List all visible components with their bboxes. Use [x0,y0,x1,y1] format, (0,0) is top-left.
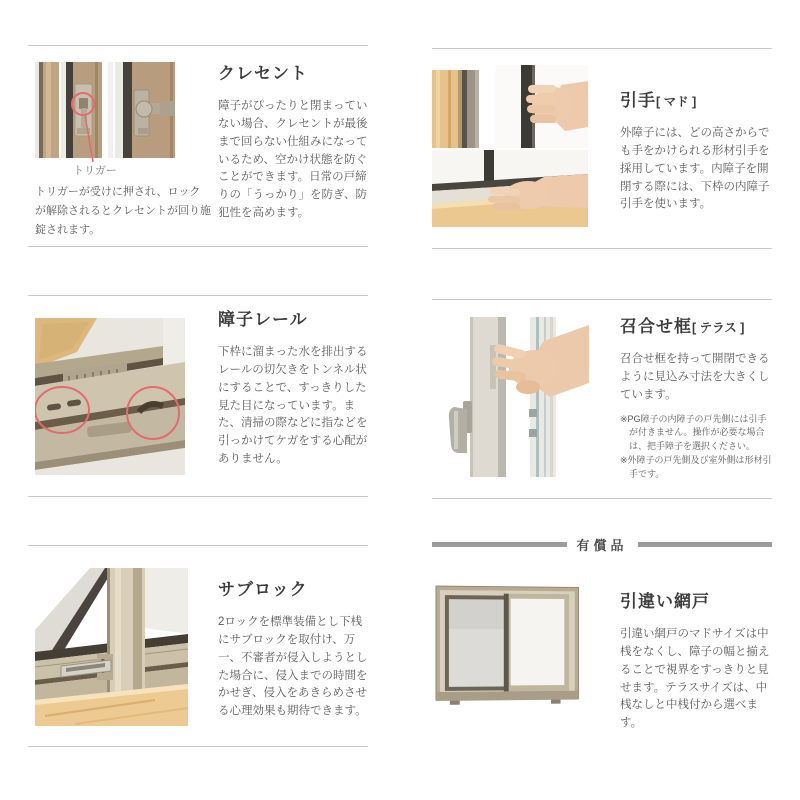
meeting-stile-title: 召合せ框[ テラス ] [620,317,745,336]
hikite-sill-photo [432,150,588,227]
hikite-title: 引手[ マド ] [620,91,697,110]
sublock-body: 2ロックを標準装備とし下桟にサブロックを取付け、万一、不審者が侵入しようとした場合に、侵入までの時間をかせぎ、侵入をあきらめさせる心理効果も期待できます。 [218,616,368,718]
screen-title: 引違い網戸 [620,592,710,611]
section-hikite [432,48,772,249]
sublock-figure [28,546,218,726]
crescent-photo-pair [35,62,175,158]
badge-label: 有償品 [576,537,628,553]
section-meeting-stile [432,299,772,499]
crescent-title: クレセント [218,64,308,83]
meeting-stile-figure [432,300,620,482]
screen-photo [432,580,582,708]
crescent-body: 障子がぴったりと閉まっていない場合、クレセントが最後まで回らない仕組みになっているため、空かけ状態を防ぐことができます。日常の戸締りの「うっかり」を防ぎ、防犯性を高めます。 [218,100,368,219]
badge-bar-left [432,542,567,547]
screen-body: 引違い網戸のマドサイズは中桟をなくし、障子の幅と揃えることで視界をすっきりと見せます。テラスサイズは、中桟なしと中桟付から選べます。 [620,628,770,730]
trigger-description: トリガーが受けに押され、ロックが解除されるとクレセントが回り施錠されます。 [35,186,211,236]
rail-photo [35,318,185,475]
rail-title: 障子レール [218,310,308,329]
section-crescent [28,45,368,247]
rail-body: 下枠に溜まった水を排出するレールの切欠きをトンネル状にすることで、すっきりした見た目になっています。また、清掃の際などに指などを引っかけてケガをする心配がありません。 [218,346,368,465]
trigger-caption: トリガー [73,165,117,177]
hikite-figure [432,49,620,228]
meeting-stile-photo [432,317,589,477]
section-screen [432,537,772,751]
crescent-open-photo [108,62,175,158]
hikite-body: 外障子には、どの高さからでも手をかけられる形材引手を採用しています。内障子を開閉する際には、下枠の内障子引手を使います。 [620,127,770,211]
hikite-frame-photo [432,70,479,148]
meeting-stile-notes [620,413,772,482]
section-rail [28,295,368,497]
meeting-stile-body: 召合せ框を持って開閉できるように見込み寸法を大きくしています。 [620,353,770,401]
section-sublock [28,545,368,747]
sublock-photo [35,568,188,726]
rail-figure [28,296,218,475]
hikite-title-bracket: [ マド ] [656,95,697,109]
badge-bar-right [638,542,773,547]
crescent-locked-photo [35,62,102,158]
note-line: ※外障子の戸先側及び室外側は形材引手です。 [620,455,772,479]
screen-figure [432,547,620,733]
crescent-figure [28,46,218,240]
note-line: ※PG障子の内障子の戸先側には引手が付きません。操作が必要な場合は、把手障子を選択ください。 [620,413,767,451]
hikite-hand-photo [495,65,588,148]
left-column [28,45,368,795]
sublock-title: サブロック [218,580,308,599]
meeting-stile-title-bracket: [ テラス ] [692,321,745,335]
right-column [432,48,772,751]
